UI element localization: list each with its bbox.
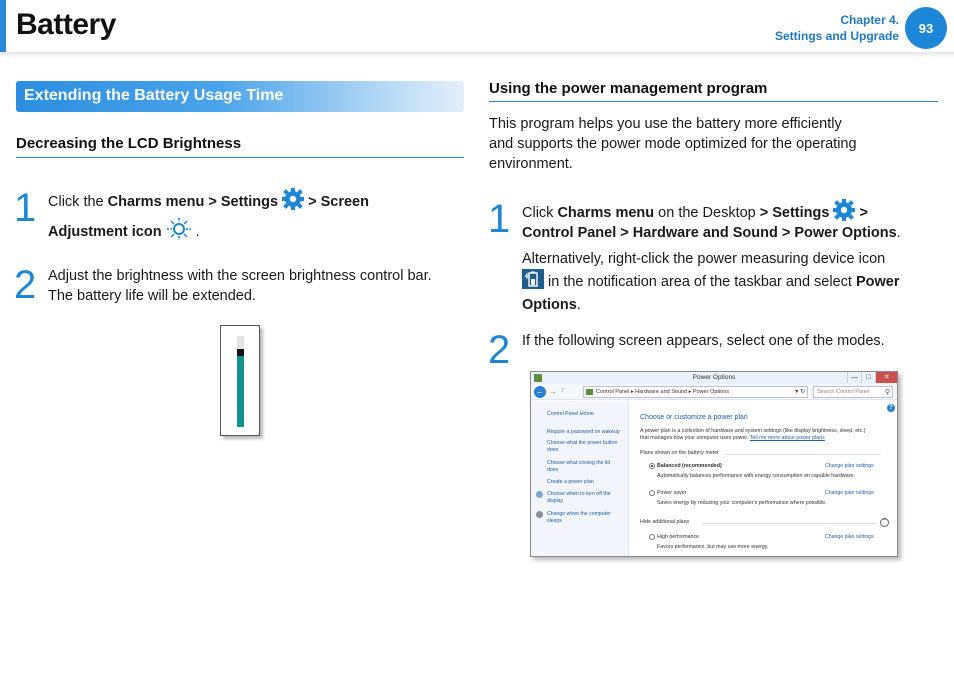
text-bold: > Screen bbox=[304, 193, 369, 210]
address-path: Control Panel ▸ Hardware and Sound ▸ Power Options bbox=[596, 389, 730, 395]
section-banner: Extending the Battery Usage Time bbox=[16, 81, 464, 112]
step-2-text: If the following screen appears, select one of the modes. bbox=[522, 333, 885, 349]
search-icon[interactable]: ⚲ bbox=[884, 389, 890, 396]
text-bold: Charms menu > Settings bbox=[107, 193, 279, 210]
text-run: on the Desktop bbox=[654, 204, 760, 221]
window-titlebar bbox=[531, 372, 897, 384]
plan-saver-name[interactable]: Power saver bbox=[657, 490, 687, 496]
plan-balanced-settings-link[interactable]: Change plan settings bbox=[825, 463, 874, 469]
text-bold: > Settings bbox=[759, 204, 830, 221]
side-link-line: Choose what closing the lid bbox=[547, 460, 611, 466]
search-placeholder: Search Control Panel bbox=[817, 389, 870, 395]
collapse-chevron-icon[interactable]: ⌃ bbox=[881, 519, 888, 525]
side-link-lid[interactable] bbox=[547, 460, 610, 474]
side-link-line: display bbox=[547, 498, 564, 504]
group-hide-plans: Hide additional plans bbox=[640, 519, 690, 525]
desc-line: A power plan is a collection of hardware and system settings (like display brightness, sleep, etc.) bbox=[640, 428, 866, 434]
close-icon[interactable]: ✕ bbox=[875, 372, 897, 383]
side-link-line: does bbox=[547, 447, 559, 453]
plan-high-desc: Favors performance, but may use more energy. bbox=[657, 544, 769, 550]
text-bold: Control Panel > Hardware and Sound > Power Options bbox=[522, 225, 897, 241]
step-number: 1 bbox=[14, 186, 37, 230]
side-link-line: does bbox=[547, 467, 559, 473]
battery-meter-icon bbox=[522, 269, 544, 295]
text-line: and supports the power mode optimized for the operating bbox=[489, 136, 857, 152]
group-divider bbox=[726, 454, 881, 455]
page-number-badge: 93 bbox=[905, 7, 947, 49]
window-controls bbox=[847, 372, 897, 384]
forward-arrow-icon[interactable]: → bbox=[549, 387, 557, 396]
header-accent-bar bbox=[0, 0, 6, 52]
subheading-rule bbox=[489, 101, 938, 102]
learn-more-link[interactable]: Tell me more about power plans bbox=[749, 435, 825, 441]
sleep-moon-icon bbox=[536, 511, 543, 518]
side-link-sleep[interactable] bbox=[547, 511, 611, 525]
radio-power-saver[interactable] bbox=[649, 490, 655, 496]
text-line: Adjust the brightness with the screen brightness control bar. bbox=[48, 268, 432, 284]
text-run: Click bbox=[522, 204, 558, 221]
text-line bbox=[522, 295, 942, 315]
side-link-line: sleeps bbox=[547, 518, 562, 524]
plan-high-name[interactable]: High performance bbox=[657, 534, 700, 540]
step-2-text bbox=[48, 266, 463, 306]
side-link-line: Change when the computer bbox=[547, 511, 611, 517]
power-options-icon bbox=[534, 374, 542, 382]
plan-saver-settings-link[interactable]: Change plan settings bbox=[825, 490, 874, 496]
plan-saver-desc: Saves energy by reducing your computer's performance where possible. bbox=[657, 500, 827, 506]
main-description bbox=[640, 428, 895, 442]
side-link-line: Choose what the power button bbox=[547, 440, 618, 446]
side-link-power-button[interactable] bbox=[547, 440, 617, 454]
text-run: . bbox=[191, 223, 200, 240]
control-panel-icon bbox=[586, 389, 593, 395]
text-bold: Charms menu bbox=[557, 204, 655, 221]
text-run: in the notification area of the taskbar and select bbox=[544, 273, 856, 290]
step-1-text bbox=[48, 188, 463, 216]
subheading-rule bbox=[16, 157, 464, 158]
brightness-thumb[interactable] bbox=[237, 349, 244, 356]
chapter-number: Chapter 4. bbox=[840, 13, 899, 27]
step-1-text-cont bbox=[522, 223, 942, 243]
side-panel bbox=[531, 401, 629, 557]
text-line: Alternatively, right-click the power measuring device icon bbox=[522, 251, 886, 267]
intro-paragraph bbox=[489, 114, 929, 174]
subheading-power-management: Using the power management program bbox=[489, 80, 768, 97]
side-link-display[interactable] bbox=[547, 491, 611, 505]
minimize-icon[interactable]: — bbox=[847, 372, 861, 383]
brightness-control-bar bbox=[220, 325, 260, 436]
step-number: 1 bbox=[488, 197, 511, 241]
display-icon bbox=[536, 491, 543, 498]
text-run: . bbox=[896, 225, 901, 241]
text-bold: Adjustment icon bbox=[48, 223, 162, 240]
address-bar[interactable] bbox=[583, 386, 808, 398]
settings-gear-icon bbox=[282, 188, 304, 216]
address-toolbar bbox=[531, 384, 897, 400]
maximize-icon[interactable]: □ bbox=[861, 372, 875, 383]
step-1-alternative bbox=[522, 249, 942, 315]
help-icon[interactable]: ? bbox=[887, 404, 895, 412]
group-battery-meter: Plans shown on the battery meter bbox=[640, 450, 719, 456]
step-1-text-cont bbox=[48, 218, 463, 246]
desc-run: that manages how your computer uses power. bbox=[640, 435, 750, 441]
text-line: environment. bbox=[489, 156, 573, 172]
plan-high-settings-link[interactable]: Change plan settings bbox=[825, 534, 874, 540]
group-divider bbox=[702, 523, 877, 524]
plan-balanced-name[interactable]: Balanced (recommended) bbox=[657, 463, 722, 469]
plan-balanced-desc: Automatically balances performance with energy consumption on capable hardware. bbox=[657, 473, 855, 479]
brightness-fill bbox=[237, 356, 244, 427]
text-line: The battery life will be extended. bbox=[48, 288, 256, 304]
search-input[interactable] bbox=[813, 386, 893, 398]
step-number: 2 bbox=[14, 263, 37, 307]
text-run: . bbox=[576, 297, 581, 313]
chapter-label bbox=[775, 12, 899, 44]
header-divider bbox=[0, 52, 954, 58]
side-link-password[interactable]: Require a password on wakeup bbox=[547, 429, 620, 435]
up-arrow-icon[interactable]: ↑ bbox=[561, 387, 565, 394]
text-bold: Options bbox=[522, 297, 577, 313]
side-link-home[interactable]: Control Panel Home bbox=[547, 411, 594, 417]
subheading-lcd-brightness: Decreasing the LCD Brightness bbox=[16, 135, 242, 152]
main-panel bbox=[630, 401, 898, 557]
text-line: This program helps you use the battery more efficiently bbox=[489, 116, 842, 132]
text-bold: Power bbox=[855, 273, 900, 290]
text-run: Click the bbox=[48, 193, 108, 210]
side-link-line: Choose when to turn off the bbox=[547, 491, 611, 497]
chapter-title: Settings and Upgrade bbox=[774, 29, 899, 43]
page-title: Battery bbox=[16, 8, 116, 41]
back-arrow-icon[interactable]: ← bbox=[536, 387, 544, 396]
brightness-sun-icon bbox=[166, 218, 192, 246]
window-title: Power Options bbox=[692, 374, 736, 381]
radio-high-performance[interactable] bbox=[649, 534, 655, 540]
side-link-create-plan[interactable]: Create a power plan bbox=[547, 479, 594, 485]
text-line bbox=[522, 269, 942, 295]
power-options-window bbox=[530, 371, 898, 557]
radio-balanced[interactable] bbox=[649, 463, 655, 469]
desc-line bbox=[640, 435, 895, 442]
main-title: Choose or customize a power plan bbox=[640, 414, 748, 421]
chevron-down-icon[interactable]: ▾ ↻ bbox=[795, 389, 805, 395]
text-bold: > bbox=[855, 204, 868, 221]
step-number: 2 bbox=[488, 328, 511, 372]
